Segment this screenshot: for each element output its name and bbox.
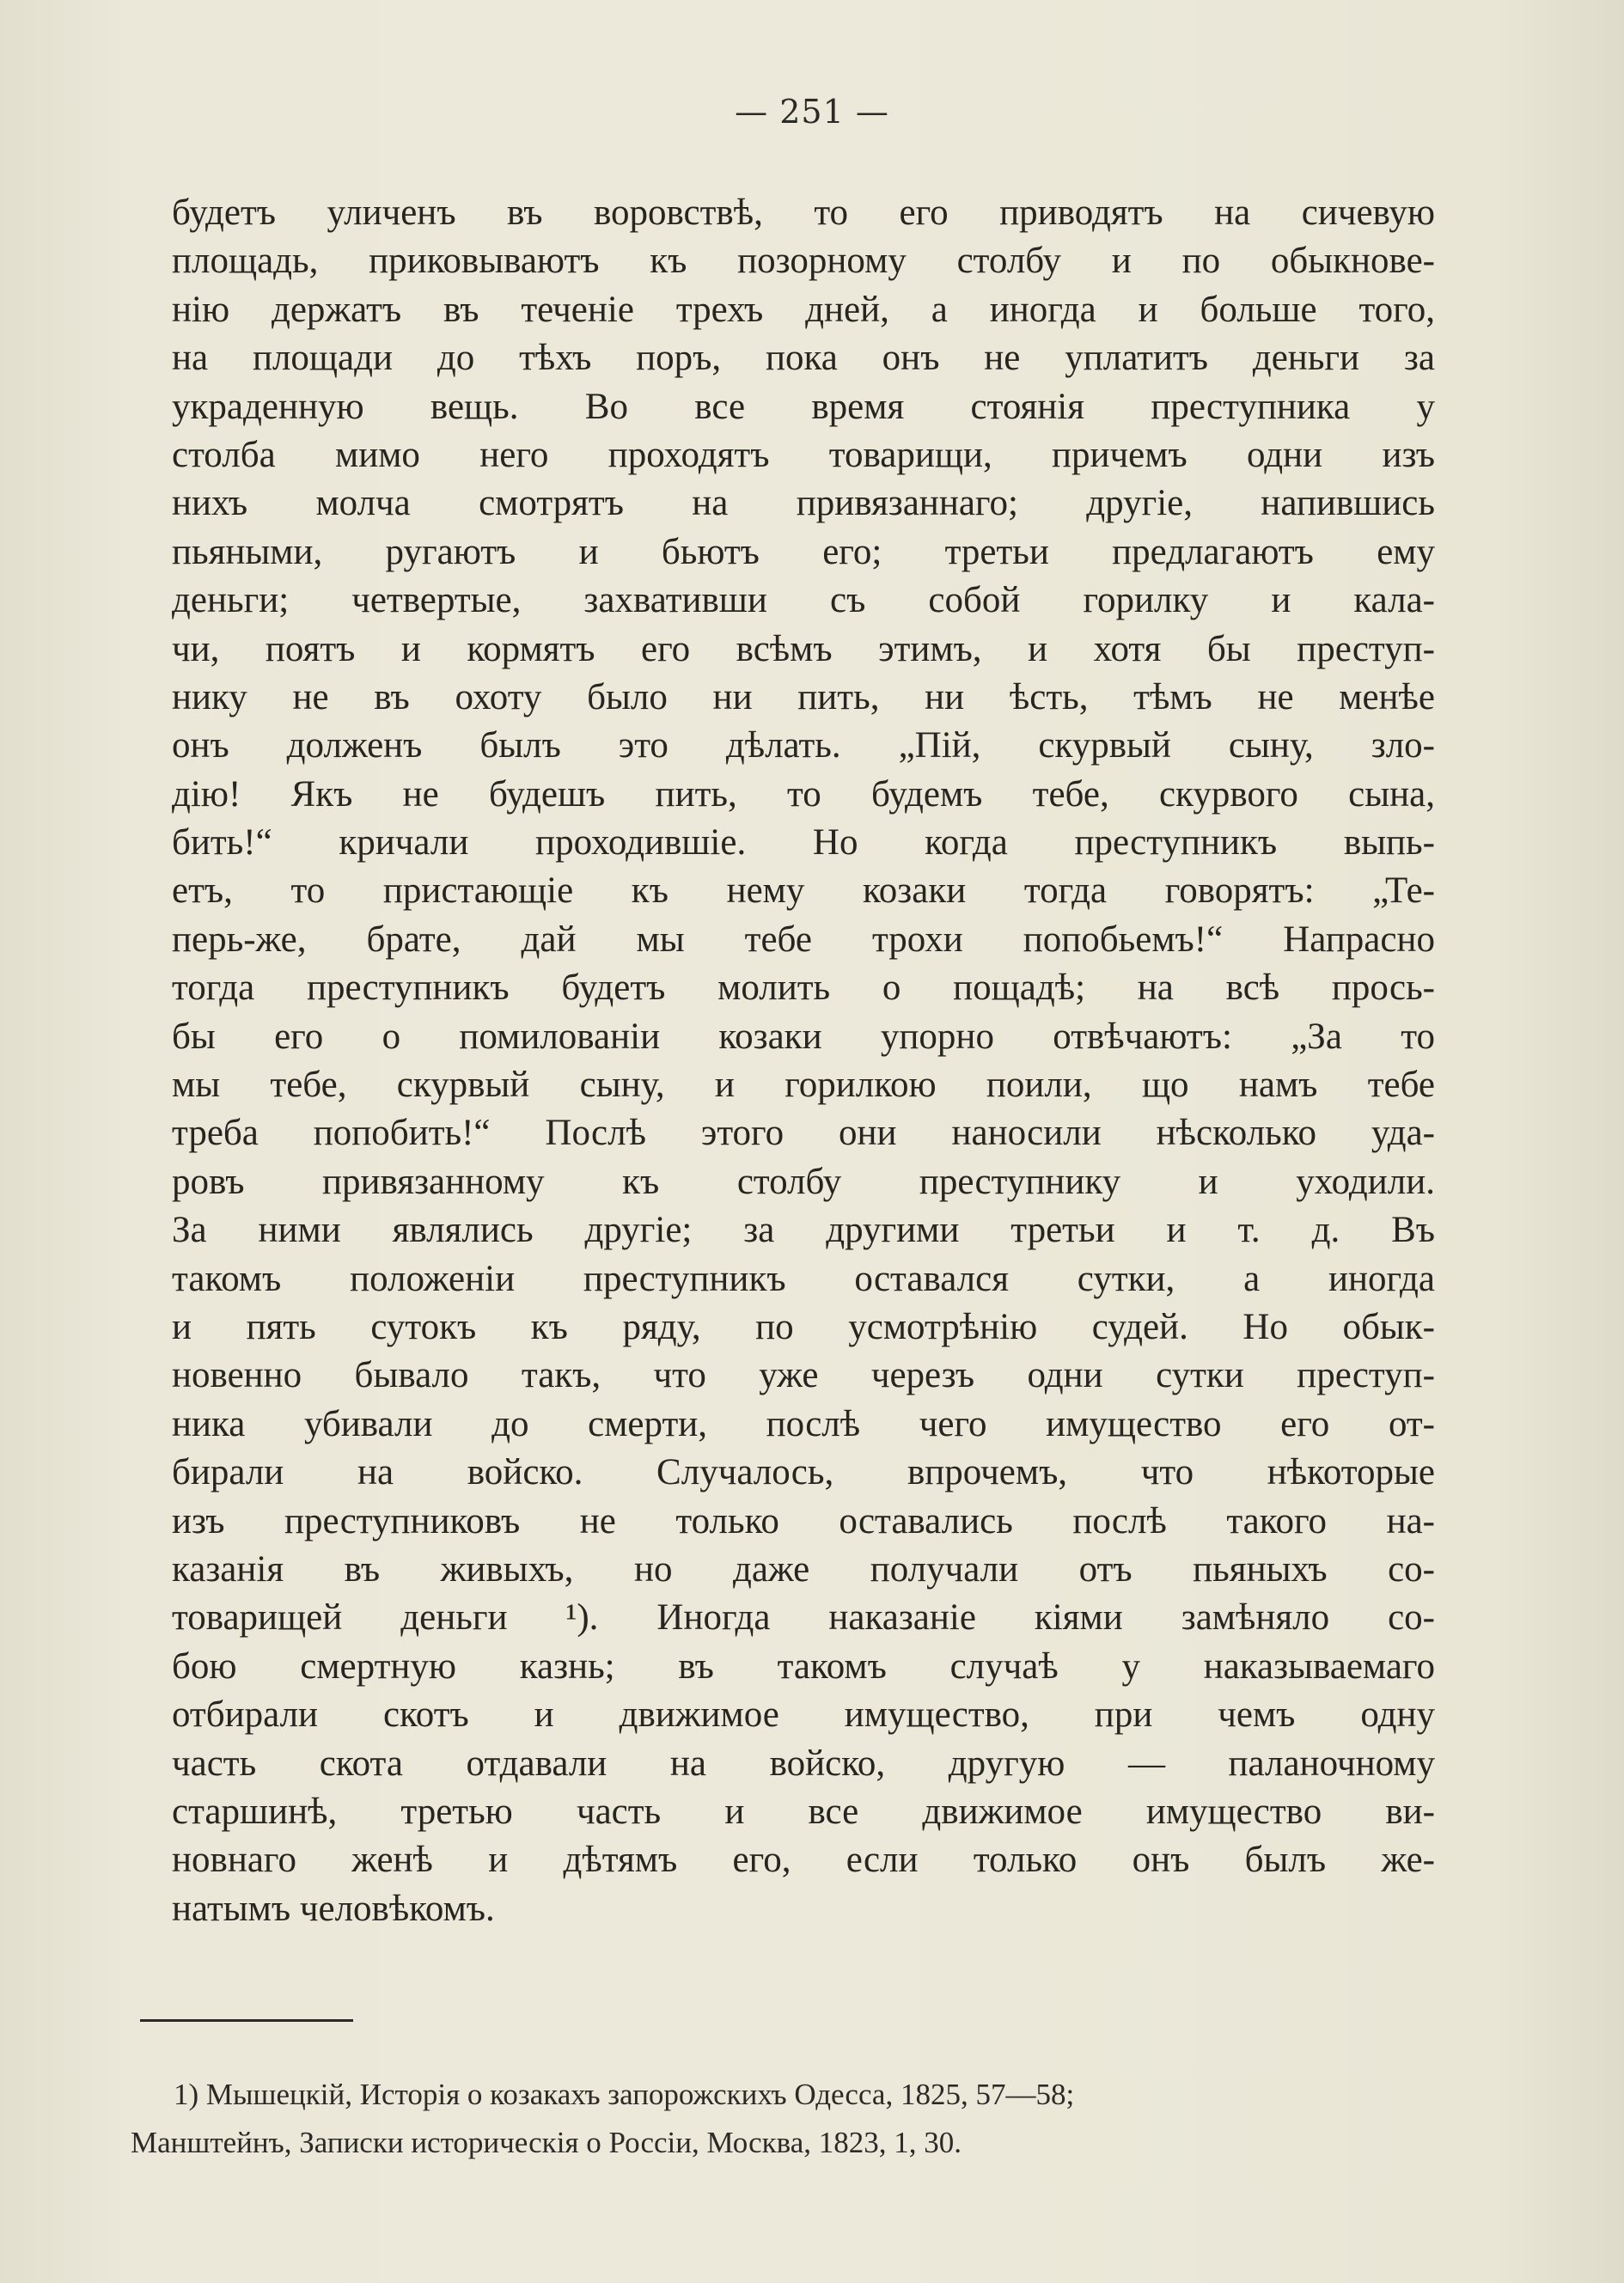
text-line: За ними являлись другіе; за другими третьи и т. д. Въ: [172, 1210, 1435, 1251]
text-line: бы его о помилованіи козаки упорно отвѣчаютъ: „За то: [172, 1016, 1435, 1057]
text-line: треба попобить!“ Послѣ этого они наносили нѣсколько уда-: [172, 1113, 1435, 1154]
text-line: етъ, то пристающіе къ нему козаки тогда говорятъ: „Те-: [172, 870, 1435, 912]
footnote-1-text: Мышецкій, Исторія о козакахъ запорожскихъ Одесса, 1825, 57—58;: [205, 2078, 1075, 2111]
text-line: такомъ положеніи преступникъ оставался сутки, а иногда: [172, 1258, 1435, 1299]
text-line: нику не въ охоту было ни пить, ни ѣсть, тѣмъ не менѣе: [172, 676, 1435, 717]
footnote-marker: 1): [174, 2078, 199, 2111]
text-line: на площади до тѣхъ поръ, пока онъ не уплатитъ деньги за: [172, 338, 1435, 379]
text-line: казанія въ живыхъ, но даже получали отъ пьяныхъ со-: [172, 1548, 1435, 1590]
text-line: ника убивали до смерти, послѣ чего имущество его от-: [172, 1403, 1435, 1444]
text-line: украденную вещь. Во все время стоянія преступника у: [172, 386, 1435, 427]
text-line: изъ преступниковъ не только оставались послѣ такого на-: [172, 1500, 1435, 1541]
text-line: пьяными, ругаютъ и бьютъ его; третьи предлагаютъ ему: [172, 531, 1435, 572]
text-line: онъ долженъ былъ это дѣлать. „Пій, скурвый сыну, зло-: [172, 725, 1435, 766]
text-line: бою смертную казнь; въ такомъ случаѣ у наказываемаго: [172, 1645, 1435, 1687]
text-line: отбирали скотъ и движимое имущество, при чемъ одну: [172, 1694, 1435, 1736]
footnote-1: [131, 2071, 1419, 2119]
footnotes: [131, 2071, 1419, 2167]
text-line: тогда преступникъ будетъ молить о пощадѣ; на всѣ прось-: [172, 968, 1435, 1009]
text-line: площадь, приковываютъ къ позорному столбу и по обыкнове-: [172, 241, 1435, 282]
footnote-divider: [140, 2019, 353, 2022]
text-line: чи, поятъ и кормятъ его всѣмъ этимъ, и хотя бы преступ-: [172, 628, 1435, 669]
text-line: деньги; четвертые, захвативши съ собой горилку и кала-: [172, 580, 1435, 621]
text-line: бить!“ кричали проходившіе. Но когда преступникъ выпь-: [172, 822, 1435, 864]
text-line: и пять сутокъ къ ряду, по усмотрѣнію судей. Но обык-: [172, 1306, 1435, 1347]
text-line: дію! Якъ не будешъ пить, то будемъ тебе, скурвого сына,: [172, 773, 1435, 815]
text-line: товарищей деньги ¹). Иногда наказаніе кіями замѣняло со-: [172, 1597, 1435, 1639]
page-number: — 251 —: [735, 93, 889, 131]
text-line: столба мимо него проходятъ товарищи, причемъ одни изъ: [172, 434, 1435, 475]
text-line: новнаго женѣ и дѣтямъ его, если только онъ былъ же-: [172, 1840, 1435, 1881]
text-line: старшинѣ, третью часть и все движимое имущество ви-: [172, 1791, 1435, 1832]
text-line: мы тебе, скурвый сыну, и горилкою поили, що намъ тебе: [172, 1065, 1435, 1106]
text-line: нихъ молча смотрятъ на привязаннаго; другіе, напившись: [172, 483, 1435, 524]
text-line: будетъ уличенъ въ воровствѣ, то его приводятъ на сичевую: [172, 192, 1435, 233]
text-line: нію держатъ въ теченіе трехъ дней, а иногда и больше того,: [172, 289, 1435, 330]
text-line: натымъ человѣкомъ.: [172, 1888, 495, 1929]
body-text: [172, 189, 1435, 1933]
footnote-1-continuation: Манштейнъ, Записки историческія о Россіи, Москва, 1823, 1, 30.: [131, 2126, 962, 2159]
text-line: перь-же, брате, дай мы тебе трохи попобьемъ!“ Напрасно: [172, 919, 1435, 960]
text-line: часть скота отдавали на войско, другую — паланочному: [172, 1743, 1435, 1784]
text-line: новенно бывало такъ, что уже черезъ одни сутки преступ-: [172, 1355, 1435, 1396]
text-line: ровъ привязанному къ столбу преступнику и уходили.: [172, 1161, 1435, 1202]
text-line: бирали на войско. Случалось, впрочемъ, что нѣкоторые: [172, 1452, 1435, 1493]
